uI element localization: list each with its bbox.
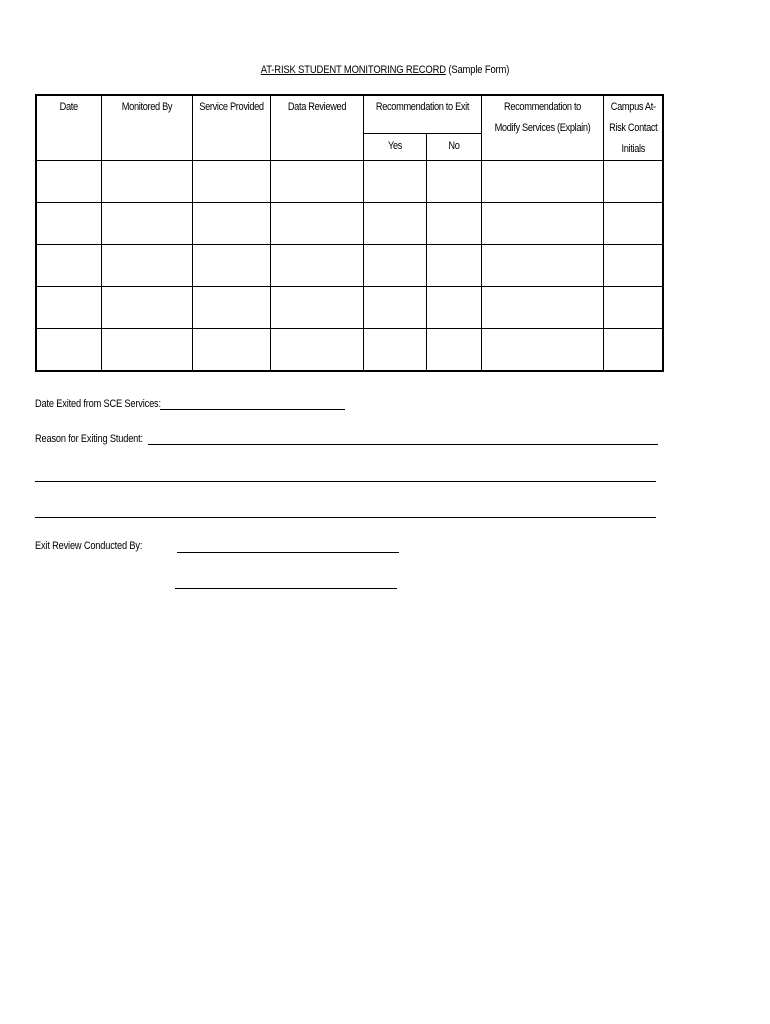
table-cell[interactable]: [36, 245, 101, 287]
table-cell[interactable]: [426, 329, 481, 372]
review-field-line-1[interactable]: [177, 552, 399, 553]
table-cell[interactable]: [36, 287, 101, 329]
table-cell[interactable]: [426, 161, 481, 203]
header-monitored-by: Monitored By: [101, 95, 192, 161]
table-cell[interactable]: [363, 161, 426, 203]
table-cell[interactable]: [270, 161, 363, 203]
table-row: [36, 203, 663, 245]
table-row: [36, 287, 663, 329]
table-cell[interactable]: [36, 329, 101, 372]
table-cell[interactable]: [192, 245, 270, 287]
reason-label: Reason for Exiting Student:: [35, 433, 143, 445]
table-cell[interactable]: [192, 161, 270, 203]
table-cell[interactable]: [101, 245, 192, 287]
table-cell[interactable]: [481, 329, 603, 372]
table-cell[interactable]: [481, 203, 603, 245]
table-cell[interactable]: [192, 287, 270, 329]
table-cell[interactable]: [101, 203, 192, 245]
header-recommendation-exit: Recommendation to Exit: [363, 95, 481, 133]
header-no: No: [426, 133, 481, 160]
table-cell[interactable]: [270, 287, 363, 329]
table-cell[interactable]: [603, 245, 663, 287]
header-campus-contact: Campus At-Risk Contact Initials: [603, 95, 663, 161]
monitoring-table: [35, 94, 664, 372]
header-recommendation-modify: Recommendation to Modify Services (Explain): [481, 95, 603, 161]
table-cell[interactable]: [603, 161, 663, 203]
table-cell[interactable]: [363, 203, 426, 245]
reason-field-line-2[interactable]: [35, 481, 656, 482]
table-cell[interactable]: [426, 287, 481, 329]
table-cell[interactable]: [426, 203, 481, 245]
header-service-provided: Service Provided: [192, 95, 270, 161]
table-cell[interactable]: [36, 203, 101, 245]
table-cell[interactable]: [101, 161, 192, 203]
date-exited-field[interactable]: [160, 409, 345, 410]
header-yes: Yes: [363, 133, 426, 160]
table-cell[interactable]: [481, 287, 603, 329]
table-cell[interactable]: [101, 329, 192, 372]
table-cell[interactable]: [101, 287, 192, 329]
table-cell[interactable]: [363, 245, 426, 287]
reason-field-line-3[interactable]: [35, 517, 656, 518]
table-cell[interactable]: [36, 161, 101, 203]
table-cell[interactable]: [192, 203, 270, 245]
review-field-line-2[interactable]: [175, 588, 397, 589]
header-date: Date: [36, 95, 101, 161]
review-label: Exit Review Conducted By:: [35, 540, 143, 552]
table-cell[interactable]: [363, 329, 426, 372]
form-title-main: AT-RISK STUDENT MONITORING RECORD: [260, 64, 446, 76]
table-cell[interactable]: [192, 329, 270, 372]
table-cell[interactable]: [270, 245, 363, 287]
table-cell[interactable]: [270, 329, 363, 372]
form-title: [54, 64, 716, 76]
table-row: [36, 329, 663, 372]
table-row: [36, 245, 663, 287]
table-cell[interactable]: [481, 245, 603, 287]
header-data-reviewed: Data Reviewed: [270, 95, 363, 161]
table-cell[interactable]: [363, 287, 426, 329]
table-cell[interactable]: [426, 245, 481, 287]
form-title-suffix: (Sample Form): [445, 64, 510, 76]
reason-field-line-1[interactable]: [148, 444, 658, 445]
table-cell[interactable]: [603, 203, 663, 245]
table-row: [36, 161, 663, 203]
table-body: [36, 161, 663, 372]
date-exited-label: Date Exited from SCE Services:: [35, 398, 161, 410]
table-cell[interactable]: [603, 329, 663, 372]
table-cell[interactable]: [603, 287, 663, 329]
table-cell[interactable]: [481, 161, 603, 203]
table-cell[interactable]: [270, 203, 363, 245]
